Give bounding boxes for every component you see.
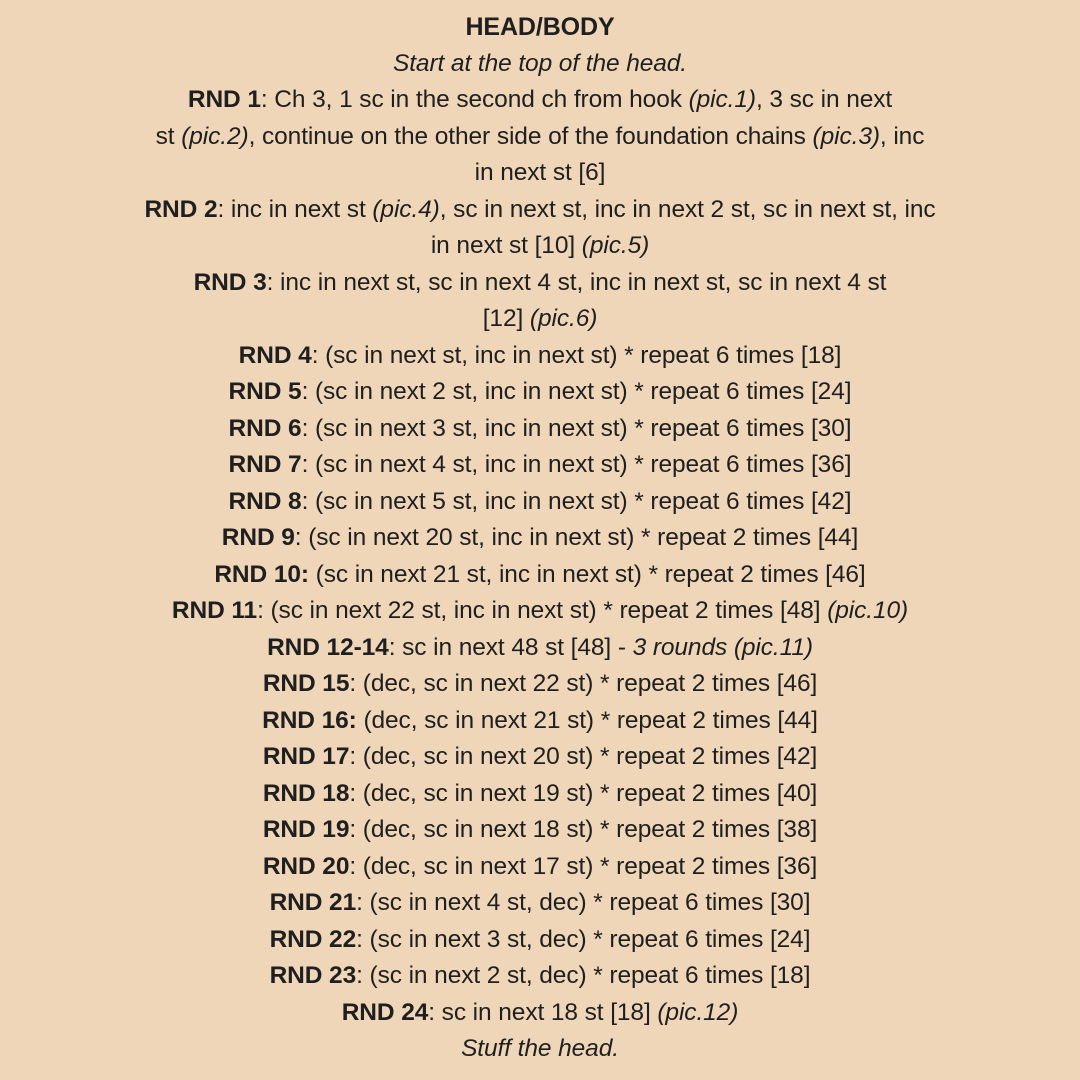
pattern-line: [144, 703, 935, 740]
round-label: RND 17: [262, 743, 350, 770]
instruction-text: : inc in next st: [217, 195, 373, 223]
pattern-line: [144, 922, 935, 959]
instruction-text: in next st [10]: [430, 232, 582, 259]
pattern-line: [144, 192, 935, 229]
instruction-text: : (dec, sc in next 18 st) * repeat 2 times [38]: [349, 816, 818, 843]
instruction-text: : (sc in next 3 st, inc in next st) * repeat 6 times [30]: [301, 414, 852, 442]
pattern-line: [144, 228, 935, 265]
round-label: RND 6: [228, 414, 302, 442]
pattern-line: [144, 995, 935, 1032]
instruction-text: : (sc in next 2 st, dec) * repeat 6 times [18]: [356, 962, 811, 989]
round-label: RND 8: [228, 487, 302, 515]
rounds-list: [144, 82, 935, 1031]
instruction-text: : (sc in next st, inc in next st) * repeat 6 times [18]: [311, 341, 842, 369]
intro-note: Start at the top of the head.: [392, 49, 688, 77]
pattern-line: [144, 557, 935, 594]
instruction-text: : (sc in next 2 st, inc in next st) * repeat 6 times [24]: [301, 378, 852, 405]
pic-reference: 3 rounds (pic.11): [632, 633, 813, 661]
pic-reference: (pic.12): [657, 998, 739, 1026]
pattern-line: [144, 958, 935, 995]
pattern-line: [144, 411, 935, 448]
round-label: RND 11: [171, 597, 258, 624]
round-label: RND 24: [341, 998, 429, 1026]
instruction-text: : (sc in next 22 st, inc in next st) * repeat 2 times [48]: [257, 597, 828, 624]
instruction-text: : (sc in next 3 st, dec) * repeat 6 times [24]: [356, 925, 811, 953]
instruction-text: : (sc in next 20 st, inc in next st) * repeat 2 times [44]: [294, 524, 859, 551]
instruction-text: , continue on the other side of the foundation chains: [248, 122, 813, 150]
pattern-line: [144, 885, 935, 922]
pattern-line: [144, 82, 935, 119]
pattern-line: [144, 484, 935, 521]
pic-reference: (pic.4): [372, 195, 440, 223]
pattern-line: [144, 520, 935, 557]
pattern-line: [144, 739, 935, 776]
pic-reference: (pic.10): [827, 597, 909, 624]
pattern-line: [144, 849, 935, 886]
instruction-text: : sc in next 48 st [48] -: [388, 633, 633, 661]
instruction-text: (dec, sc in next 21 st) * repeat 2 times [44]: [356, 706, 818, 734]
instruction-text: : (sc in next 5 st, inc in next st) * repeat 6 times [42]: [301, 487, 852, 515]
instruction-text: : sc in next 18 st [18]: [428, 998, 658, 1026]
round-label: RND 15: [262, 670, 350, 697]
round-label: RND 9: [221, 524, 295, 551]
instruction-text: : (dec, sc in next 19 st) * repeat 2 times [40]: [349, 779, 818, 807]
round-label: RND 10:: [214, 560, 309, 588]
round-label: RND 21: [269, 889, 357, 916]
round-label: RND 3: [193, 268, 267, 296]
round-label: RND 18: [262, 779, 350, 807]
pattern-line: [144, 265, 935, 302]
pattern-line: [144, 666, 935, 703]
instruction-text: (sc in next 21 st, inc in next st) * repeat 2 times [46]: [308, 560, 866, 588]
round-label: RND 23: [269, 962, 357, 989]
instruction-text: : (dec, sc in next 22 st) * repeat 2 times [46]: [349, 670, 818, 697]
instruction-text: , sc in next st, inc in next 2 st, sc in next st, inc: [439, 195, 936, 223]
round-label: RND 2: [144, 195, 218, 223]
pic-reference: (pic.2): [181, 122, 249, 150]
pic-reference: (pic.6): [529, 305, 598, 332]
instruction-text: [12]: [482, 305, 530, 332]
instruction-text: , inc: [879, 122, 925, 150]
pattern-line: [144, 812, 935, 849]
pattern-line: [144, 776, 935, 813]
pattern-line: [144, 155, 935, 192]
instruction-text: , 3 sc in next: [755, 86, 893, 113]
pattern-line: [144, 119, 935, 156]
round-label: RND 1: [187, 86, 261, 113]
round-label: RND 19: [262, 816, 350, 843]
pattern-line: [144, 301, 935, 338]
instruction-text: : (sc in next 4 st, dec) * repeat 6 times [30]: [356, 889, 811, 916]
instruction-text: : (dec, sc in next 17 st) * repeat 2 times [36]: [349, 852, 818, 880]
pic-reference: (pic.3): [812, 122, 880, 150]
instruction-text: : inc in next st, sc in next 4 st, inc in next st, sc in next 4 st: [266, 268, 887, 296]
pattern-line: [144, 447, 935, 484]
pic-reference: (pic.1): [688, 86, 756, 113]
instruction-text: in next st [6]: [474, 159, 606, 186]
round-label: RND 12-14: [267, 633, 389, 661]
instruction-text: : (sc in next 4 st, inc in next st) * repeat 6 times [36]: [301, 451, 852, 478]
pattern-line: [144, 630, 935, 667]
round-label: RND 20: [262, 852, 350, 880]
instruction-text: : Ch 3, 1 sc in the second ch from hook: [260, 86, 689, 113]
pattern-line: [144, 593, 935, 630]
instruction-text: : (dec, sc in next 20 st) * repeat 2 times [42]: [349, 743, 818, 770]
round-label: RND 5: [228, 378, 302, 405]
pattern-line: [144, 338, 935, 375]
round-label: RND 4: [238, 341, 312, 369]
pattern-line: [144, 374, 935, 411]
pic-reference: (pic.5): [581, 232, 650, 259]
outro-note: Stuff the head.: [461, 1035, 619, 1062]
round-label: RND 7: [228, 451, 302, 478]
round-label: RND 16:: [262, 706, 357, 734]
page-title: HEAD/BODY: [465, 13, 615, 41]
instruction-text: st: [155, 122, 182, 150]
round-label: RND 22: [269, 925, 357, 953]
